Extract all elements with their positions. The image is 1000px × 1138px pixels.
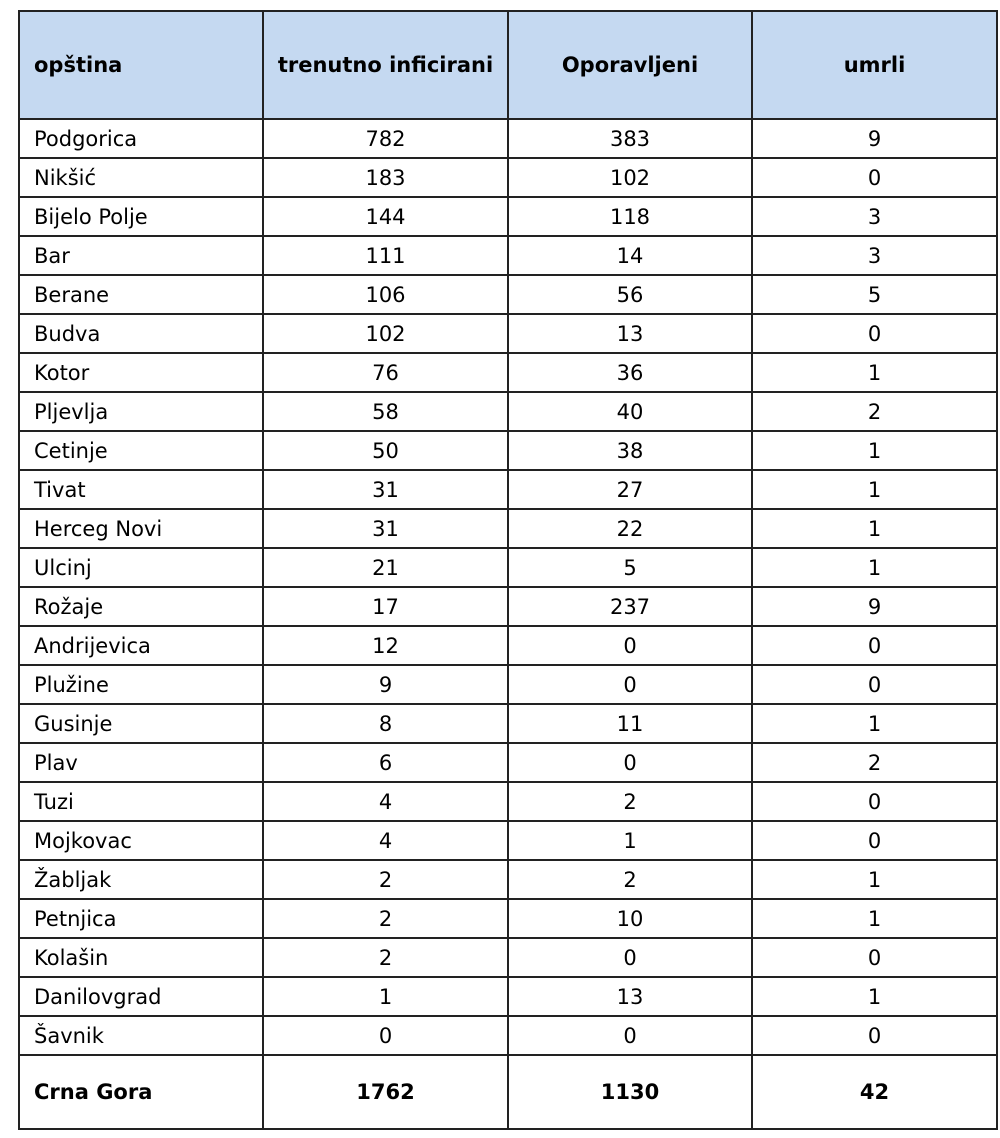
cell-oporavljeni: 38 xyxy=(508,431,752,470)
column-header-oporavljeni: Oporavljeni xyxy=(508,11,752,119)
cell-oporavljeni: 13 xyxy=(508,314,752,353)
cell-oporavljeni: 14 xyxy=(508,236,752,275)
cell-trenutno-inficirani: 8 xyxy=(263,704,508,743)
cell-umrli: 3 xyxy=(752,236,997,275)
cell-umrli: 1 xyxy=(752,509,997,548)
total-label: Crna Gora xyxy=(19,1055,263,1129)
table-row xyxy=(19,860,997,899)
table-row xyxy=(19,587,997,626)
cell-oporavljeni: 383 xyxy=(508,119,752,158)
cell-trenutno-inficirani: 50 xyxy=(263,431,508,470)
table-row xyxy=(19,899,997,938)
table-row xyxy=(19,158,997,197)
cell-oporavljeni: 22 xyxy=(508,509,752,548)
cell-umrli: 3 xyxy=(752,197,997,236)
cell-trenutno-inficirani: 17 xyxy=(263,587,508,626)
table-row xyxy=(19,626,997,665)
table-row xyxy=(19,548,997,587)
cell-trenutno-inficirani: 12 xyxy=(263,626,508,665)
cell-oporavljeni: 0 xyxy=(508,743,752,782)
cell-oporavljeni: 0 xyxy=(508,626,752,665)
cell-oporavljeni: 56 xyxy=(508,275,752,314)
cell-umrli: 2 xyxy=(752,743,997,782)
cell-oporavljeni: 11 xyxy=(508,704,752,743)
cell-umrli: 1 xyxy=(752,899,997,938)
cell-trenutno-inficirani: 58 xyxy=(263,392,508,431)
cell-opstina: Kotor xyxy=(19,353,263,392)
cell-opstina: Pljevlja xyxy=(19,392,263,431)
cell-umrli: 9 xyxy=(752,119,997,158)
cell-opstina: Petnjica xyxy=(19,899,263,938)
table-row xyxy=(19,743,997,782)
cell-opstina: Kolašin xyxy=(19,938,263,977)
table-row xyxy=(19,782,997,821)
cell-trenutno-inficirani: 2 xyxy=(263,938,508,977)
cell-trenutno-inficirani: 21 xyxy=(263,548,508,587)
table-header-row xyxy=(19,11,997,119)
cell-opstina: Tuzi xyxy=(19,782,263,821)
cell-trenutno-inficirani: 9 xyxy=(263,665,508,704)
table-row xyxy=(19,392,997,431)
cell-umrli: 1 xyxy=(752,431,997,470)
cell-trenutno-inficirani: 2 xyxy=(263,899,508,938)
table-row xyxy=(19,938,997,977)
cell-oporavljeni: 5 xyxy=(508,548,752,587)
cell-umrli: 1 xyxy=(752,704,997,743)
cell-opstina: Cetinje xyxy=(19,431,263,470)
cell-oporavljeni: 0 xyxy=(508,1016,752,1055)
cell-trenutno-inficirani: 4 xyxy=(263,782,508,821)
cell-oporavljeni: 40 xyxy=(508,392,752,431)
table-row xyxy=(19,353,997,392)
total-umrli: 42 xyxy=(752,1055,997,1129)
table-row xyxy=(19,704,997,743)
cell-trenutno-inficirani: 0 xyxy=(263,1016,508,1055)
table-body xyxy=(19,119,997,1055)
cell-opstina: Žabljak xyxy=(19,860,263,899)
cell-umrli: 0 xyxy=(752,1016,997,1055)
cell-oporavljeni: 2 xyxy=(508,860,752,899)
table-row xyxy=(19,821,997,860)
cell-umrli: 1 xyxy=(752,548,997,587)
cell-trenutno-inficirani: 183 xyxy=(263,158,508,197)
cell-opstina: Berane xyxy=(19,275,263,314)
column-header-trenutno-inficirani: trenutno inficirani xyxy=(263,11,508,119)
column-header-opstina: opština xyxy=(19,11,263,119)
cell-opstina: Tivat xyxy=(19,470,263,509)
cell-trenutno-inficirani: 76 xyxy=(263,353,508,392)
cell-umrli: 0 xyxy=(752,158,997,197)
cell-trenutno-inficirani: 106 xyxy=(263,275,508,314)
data-table-container xyxy=(18,10,998,1130)
cell-trenutno-inficirani: 31 xyxy=(263,470,508,509)
cell-trenutno-inficirani: 31 xyxy=(263,509,508,548)
cell-trenutno-inficirani: 1 xyxy=(263,977,508,1016)
cell-oporavljeni: 1 xyxy=(508,821,752,860)
cell-trenutno-inficirani: 782 xyxy=(263,119,508,158)
table-row xyxy=(19,275,997,314)
cell-opstina: Bar xyxy=(19,236,263,275)
table-row xyxy=(19,977,997,1016)
cell-oporavljeni: 237 xyxy=(508,587,752,626)
cell-umrli: 0 xyxy=(752,314,997,353)
cell-oporavljeni: 10 xyxy=(508,899,752,938)
cell-umrli: 5 xyxy=(752,275,997,314)
cell-opstina: Plužine xyxy=(19,665,263,704)
cell-opstina: Danilovgrad xyxy=(19,977,263,1016)
cell-umrli: 1 xyxy=(752,470,997,509)
cell-opstina: Podgorica xyxy=(19,119,263,158)
cell-opstina: Andrijevica xyxy=(19,626,263,665)
cell-oporavljeni: 27 xyxy=(508,470,752,509)
cell-opstina: Mojkovac xyxy=(19,821,263,860)
cell-umrli: 0 xyxy=(752,665,997,704)
cell-trenutno-inficirani: 4 xyxy=(263,821,508,860)
cell-umrli: 0 xyxy=(752,782,997,821)
cell-trenutno-inficirani: 144 xyxy=(263,197,508,236)
table-row xyxy=(19,314,997,353)
cell-umrli: 1 xyxy=(752,353,997,392)
table-row xyxy=(19,1016,997,1055)
cell-opstina: Herceg Novi xyxy=(19,509,263,548)
cell-opstina: Budva xyxy=(19,314,263,353)
cell-trenutno-inficirani: 6 xyxy=(263,743,508,782)
cell-oporavljeni: 0 xyxy=(508,938,752,977)
cell-trenutno-inficirani: 111 xyxy=(263,236,508,275)
cell-oporavljeni: 2 xyxy=(508,782,752,821)
table-row xyxy=(19,197,997,236)
cell-opstina: Šavnik xyxy=(19,1016,263,1055)
table-row xyxy=(19,665,997,704)
cell-oporavljeni: 13 xyxy=(508,977,752,1016)
cell-umrli: 1 xyxy=(752,977,997,1016)
cell-umrli: 0 xyxy=(752,626,997,665)
table-row xyxy=(19,509,997,548)
cell-trenutno-inficirani: 102 xyxy=(263,314,508,353)
cell-oporavljeni: 0 xyxy=(508,665,752,704)
cell-opstina: Ulcinj xyxy=(19,548,263,587)
cell-opstina: Bijelo Polje xyxy=(19,197,263,236)
table-row xyxy=(19,236,997,275)
table-total-row xyxy=(19,1055,997,1129)
table-row xyxy=(19,119,997,158)
cell-umrli: 0 xyxy=(752,938,997,977)
cell-oporavljeni: 118 xyxy=(508,197,752,236)
cell-umrli: 0 xyxy=(752,821,997,860)
cell-oporavljeni: 36 xyxy=(508,353,752,392)
cell-opstina: Plav xyxy=(19,743,263,782)
table-row xyxy=(19,470,997,509)
total-trenutno-inficirani: 1762 xyxy=(263,1055,508,1129)
cell-opstina: Nikšić xyxy=(19,158,263,197)
cell-umrli: 9 xyxy=(752,587,997,626)
cell-opstina: Rožaje xyxy=(19,587,263,626)
cell-opstina: Gusinje xyxy=(19,704,263,743)
municipality-stats-table xyxy=(18,10,998,1130)
cell-umrli: 2 xyxy=(752,392,997,431)
cell-umrli: 1 xyxy=(752,860,997,899)
column-header-umrli: umrli xyxy=(752,11,997,119)
total-oporavljeni: 1130 xyxy=(508,1055,752,1129)
cell-oporavljeni: 102 xyxy=(508,158,752,197)
table-row xyxy=(19,431,997,470)
cell-trenutno-inficirani: 2 xyxy=(263,860,508,899)
